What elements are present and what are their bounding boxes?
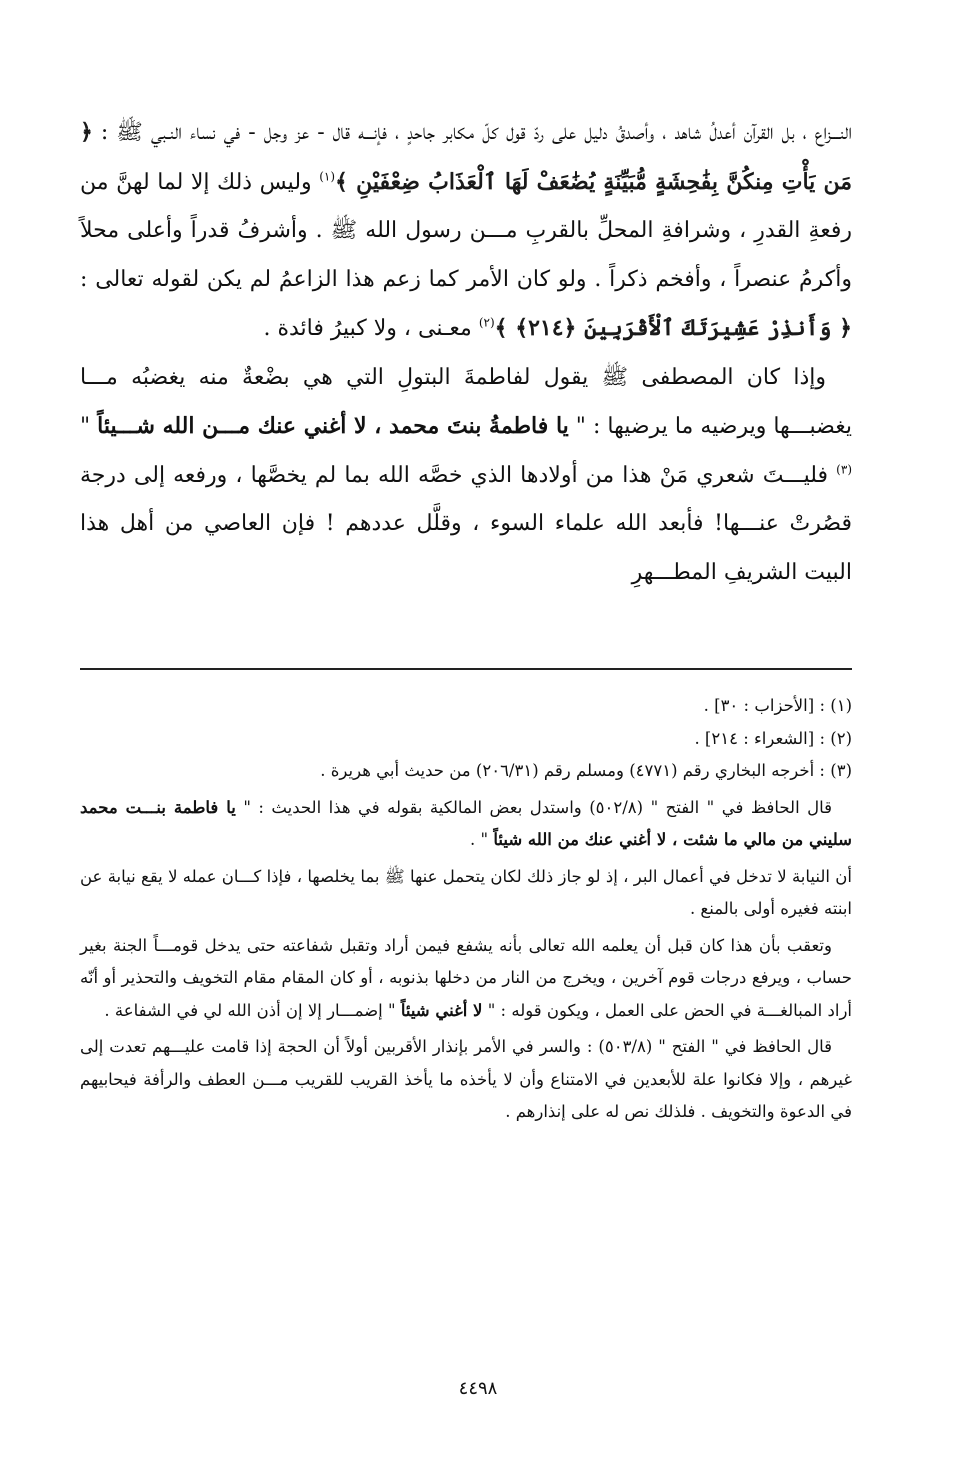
- quran-verse-ahzab: ﴿ مَن يَأْتِ مِنكُنَّ بِفَٰحِشَةٍ مُّبَيِّنَةٍ يُضَٰعَفْ لَهَا ٱلْعَذَابُ ضِعْفَيْنِ ﴾: [80, 119, 853, 195]
- page-number: ٤٤٩٨: [458, 1378, 498, 1399]
- paragraph-1-text-a: النـــزاع ، بل القرآن أعدلُ شاهد ، وأصدقُ دليل على ردّ قول كلّ مكابر جاحدٍ ، فإنـــه قال - عز وجل - في نساء النـبي ﷺ :: [92, 120, 852, 145]
- footnote-3-niyaba: أن النيابة لا تدخل في أعمال البر ، إذ لو جاز ذلك لكان يتحمل عنها ﷺ بما يخلصها ، فإذا كـــان عمله لا يقع نيابة عن ابنته فغيره أولى بالمنع .: [80, 866, 852, 918]
- footnote-3-taaqqub: [80, 930, 852, 1028]
- main-body: [80, 108, 852, 597]
- footnote-3-fath-1-text-b: " .: [470, 830, 494, 849]
- footnote-3-fath-1-text-a: قال الحافظ في " الفتح " (٥٠٢/٨) واستدل بعض المالكية بقوله في هذا الحديث : ": [235, 797, 833, 817]
- footnote-3-taaqqub-text-a: وتعقب بأن هذا كان قبل أن يعلمه الله تعالى بأنه يشفع فيمن أراد وتقبل شفاعته حتى يدخل قومـــاً الجنة بغير حساب ، ويرفع درجات قوم آخرين ، ويخرج من النار من دخلها بذنوبه ، أو كان المقام مقام التخويف والتحذير أو أنّه أراد المبالغـــة في الحض على العمل ، ويكون قوله : ": [80, 935, 852, 1020]
- footnote-ref-1[interactable]: (١): [319, 169, 336, 184]
- paragraph-1-text-b: وليس ذلك إلا لما لهنَّ من رفعةِ القدرِ ، وشرافةِ المحلِّ بالقربِ مـــن رسول الله ﷺ . وأشرفُ قدراً وأعلى محلاً وأكرمُ عنصراً ، وأفخم ذكراً . ولو كان الأمر كما زعم هذا الزاعمُ لم يكن لقوله تعالى :: [80, 169, 852, 292]
- paragraph-1-text-c: معـنى ، ولا كبيرُ فائدة .: [263, 316, 479, 341]
- footnote-3-fath-1-hadith: يا فاطمة بنـــت محمد سليني من مالي ما شئت ، لا أغني عنك من الله شيئاً: [80, 797, 852, 849]
- footnote-3-fath-1: [80, 792, 852, 857]
- main-text-block: [80, 108, 852, 597]
- paragraph-2-quote-close: ": [80, 414, 98, 439]
- footnote-ref-3[interactable]: (٣): [836, 462, 852, 477]
- footnote-3-taaqqub-quote: لا أغني شيئاً: [400, 1000, 483, 1020]
- footnote-3-fath-2: قال الحافظ في " الفتح " (٥٠٣/٨) : والسر في الأمر بإنذار الأقربين أولاً أن الحجة إذا قامت عليـــهم تعدت إلى غيرهم ، وإلا فكانوا علة للأبعدين في الامتناع وأن لا يأخذه ما يأخذ القريب للقريب مـــن العطف والرأفة فيحابيهم في الدعوة والتخويف . فلذلك نص له على إنذارهم .: [80, 1037, 852, 1121]
- footnotes-block: [80, 690, 852, 1129]
- footnote-2: (٢) : [الشعراء : ٢١٤] .: [694, 728, 852, 748]
- paragraph-1: [80, 108, 852, 354]
- footnote-separator: [80, 668, 852, 670]
- footnote-3-taaqqub-text-b: " إضمـــار إلا إن أذن الله لي في الشفاعة .: [104, 1000, 401, 1020]
- quran-verse-shuara: ﴿ وَأَنذِرْ عَشِيرَتَكَ ٱلْأَقْرَبِينَ ﴿٢١٤﴾ ﴾: [494, 315, 852, 341]
- hadith-quote: يا فاطمةُ بنتَ محمد ، لا أغني عنك مـــن الله شـــيئاً: [97, 413, 569, 439]
- footnote-1: (١) : [الأحزاب : ٣٠] .: [703, 696, 852, 715]
- paragraph-2: [80, 354, 852, 598]
- footnote-ref-2[interactable]: (٢): [478, 315, 495, 330]
- paragraph-2-text-b: فليـــتَ شعري مَنْ هذا من أولادها الذي خصَّه الله بما لم يخصَّها ، ورفعه إلى درجة قصُرتْ عنـــها! فأبعد الله علماء السوء ، وقلَّل عددهم ! فإن العاصي من أهل هذا البيت الشريفِ المطـــهرِ: [80, 462, 852, 585]
- footnote-3: (٣) : أخرجه البخاري رقم (٤٧٧١) ومسلم رقم (٢٠٦/٣١) من حديث أبي هريرة .: [320, 761, 852, 780]
- paragraph-2-text-a: وإذا كان المصطفى ﷺ يقول لفاطمةَ البتولِ التي هي بضْعةٌ منه يغضبُه مـــا يغضبـــها ويرضيه ما يرضيها : ": [80, 364, 852, 439]
